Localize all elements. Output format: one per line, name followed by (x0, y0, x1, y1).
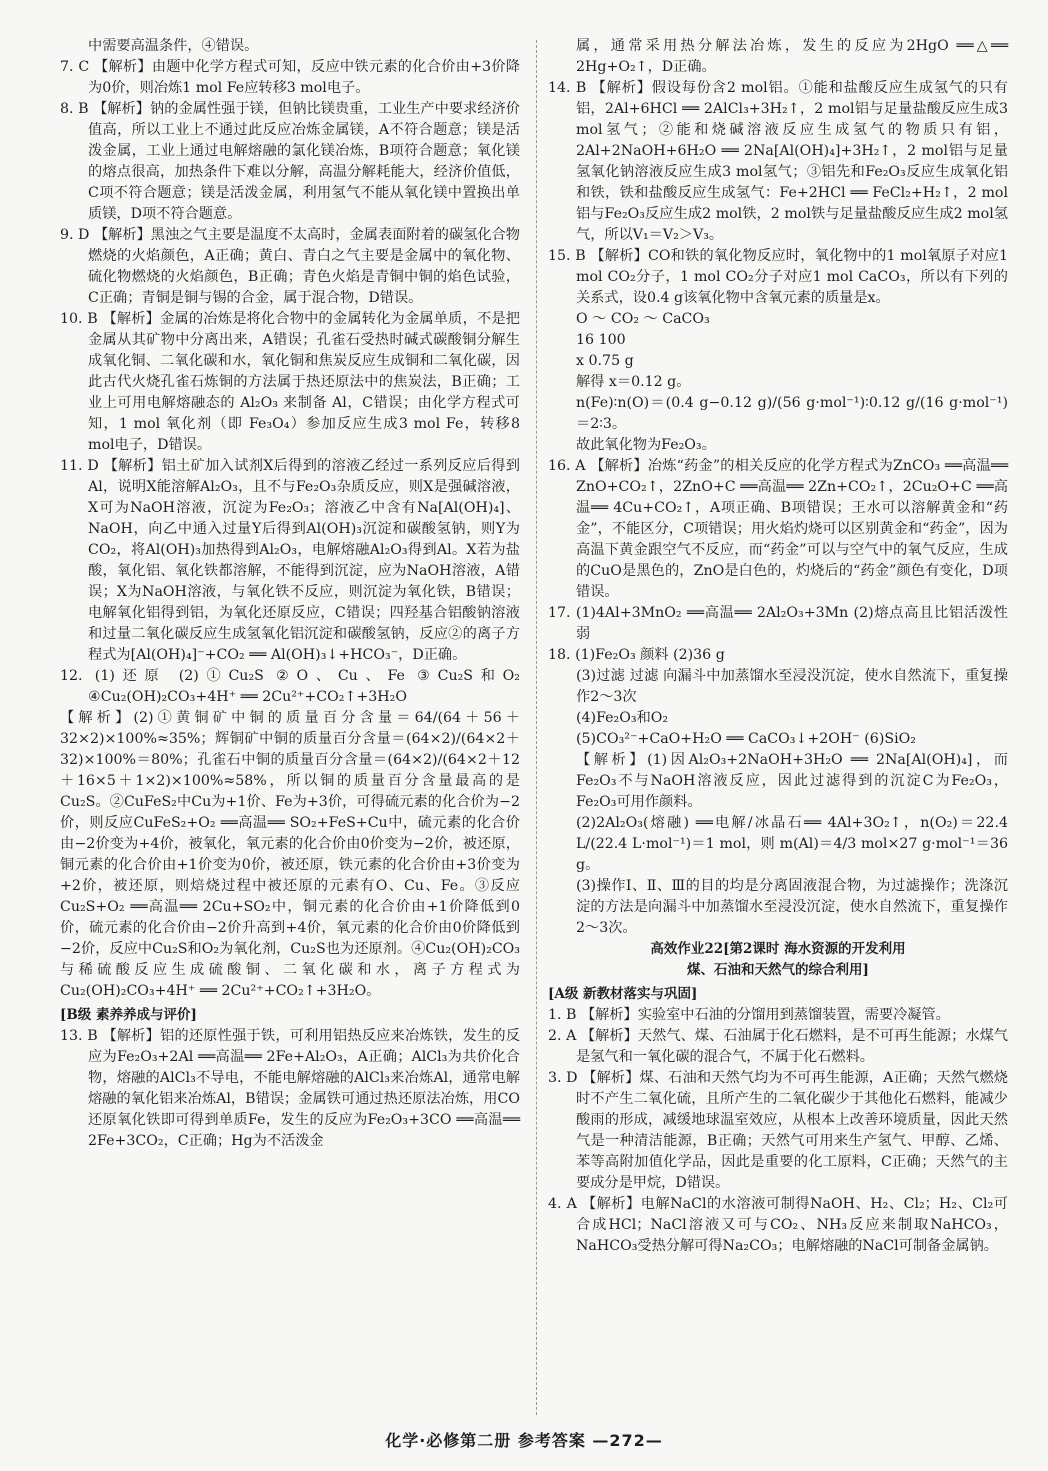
right-paragraph: 煤、石油和天然气的综合利用] (687, 962, 869, 978)
right-paragraph: 【解析】(1)因Al₂O₃+2NaOH+3H₂O ══ 2Na[Al(OH)₄]，而Fe₂O₃不与NaOH溶液反应，因此过滤得到的沉淀C为Fe₂O₃，Fe₂O₃可用作颜料。 (576, 752, 1008, 810)
right-paragraph: 3. D 【解析】煤、石油和天然气均为不可再生能源，A正确；天然气燃烧时不产生二氧化硫，且所产生的二氧化碳少于其他化石燃料，能减少酸雨的形成，减缓地球温室效应，从根本上改善环境质量，因此天然气是一种清洁能源，B正确；天然气可用来生产氢气、甲醇、乙烯、苯等高附加值化学品，因此是重要的化工原料，C正确；天然气的主要成分是甲烷，D错误。 (548, 1070, 1008, 1191)
right-paragraph: 15. B 【解析】CO和铁的氧化物反应时，氧化物中的1 mol氧原子对应1 mol CO₂分子，1 mol CO₂分子对应1 mol CaCO₃，所以有下列的关系式，设0.4 g该氧化物中含氧元素的质量是x。 (548, 248, 1008, 306)
right-paragraph: O ～ CO₂ ～ CaCO₃ (576, 311, 710, 327)
left-paragraph: 8. B 【解析】钠的金属性强于镁，但钠比镁贵重，工业生产中要求经济价值高，所以工业上不通过此反应冶炼金属镁，A不符合题意；镁是活泼金属，工业上通过电解熔融的氯化镁冶炼，B项符合题意；氧化镁的熔点很高，加热条件下难以分解，高温分解耗能大，经济价值低，C项不符合题意；镁是活泼金属，利用氢气不能从氧化镁中置换出单质镁，D项不符合题意。 (60, 101, 520, 222)
right-paragraph: 故此氧化物为Fe₂O₃。 (576, 437, 716, 453)
left-paragraph: 13. B 【解析】铝的还原性强于铁，可利用铝热反应来冶炼铁，发生的反应为Fe₂O₃+2Al ══高温══ 2Fe+Al₂O₃，A正确；AlCl₃为共价化合物，熔融的AlCl₃不导电，不能电解熔融的AlCl₃来冶炼Al，通常电解熔融的氧化铝来冶炼Al，B错误；金属铁可通过热还原法冶炼，用CO还原氧化铁即可得到单质Fe，发生的反应为Fe₂O₃+3CO ══高温══ 2Fe+3CO₂，C正确；Hg为不活泼金 (60, 1028, 520, 1149)
right-paragraph: 高效作业22[第2课时 海水资源的开发利用 (650, 941, 906, 957)
left-paragraph: 9. D 【解析】黑浊之气主要是温度不太高时，金属表面附着的碳氢化合物燃烧的火焰颜色，A正确；黄白、青白之气主要是金属中的氧化物、硫化物燃烧的火焰颜色，B正确；青色火焰是青铜中铜的焰色试验，C正确；青铜是铜与锡的合金，属于混合物，D错误。 (60, 227, 520, 306)
column-divider (536, 40, 537, 1415)
right-paragraph: 16. A 【解析】冶炼“药金”的相关反应的化学方程式为ZnCO₃ ══高温══ ZnO+CO₂↑，2ZnO+C ══高温══ 2Zn+CO₂↑，2Cu₂O+C ══高温══ 4Cu+CO₂↑，A项正确、B项错误；王水可以溶解黄金和“药金”，不能区分，C项错误；用火焰灼烧可以区别黄金和“药金”，因为高温下黄金跟空气不反应，而“药金”可以与空气中的氧气反应，生成的CuO是黑色的，ZnO是白色的，灼烧后的“药金”颜色有变化，D项错误。 (548, 458, 1008, 600)
right-column (548, 36, 1008, 1257)
right-paragraph: 属，通常采用热分解法冶炼，发生的反应为2HgO ══△══ 2Hg+O₂↑，D正确。 (576, 38, 1008, 75)
right-paragraph: (3)过滤 过滤 向漏斗中加蒸馏水至浸没沉淀，使水自然流下，重复操作2～3次 (576, 668, 1008, 705)
right-paragraph: 2. A 【解析】天然气、煤、石油属于化石燃料，是不可再生能源；水煤气是氢气和一氧化碳的混合气，不属于化石燃料。 (548, 1028, 1008, 1065)
left-paragraph: 7. C 【解析】由题中化学方程式可知，反应中铁元素的化合价由+3价降为0价，则冶炼1 mol Fe应转移3 mol电子。 (60, 59, 520, 96)
left-paragraph: 【解析】(2)①黄铜矿中铜的质量百分含量＝64/(64＋56＋32×2)×100%≈35%；辉铜矿中铜的质量百分含量＝(64×2)/(64×2＋32)×100%＝80%；孔雀石中铜的质量百分含量＝(64×2)/(64×2＋12＋16×5＋1×2)×100%≈58%，所以铜的质量百分含量最高的是Cu₂S。②CuFeS₂中Cu为+1价、Fe为+3价，可得硫元素的化合价为−2价，则反应CuFeS₂+O₂ ══高温══ SO₂+FeS+Cu中，硫元素的化合价由−2价变为+4价，被氧化，氧元素的化合价由0价变为−2价，被还原，铜元素的化合价由+1价变为0价，被还原，铁元素的化合价由+3价变为+2价，被还原，则焙烧过程中被还原的元素有O、Cu、Fe。③反应Cu₂S+O₂ ══高温══ 2Cu+SO₂中，铜元素的化合价由+1价降低到0价，硫元素的化合价由−2价升高到+4价，氧元素的化合价由0价降低到−2价，反应中Cu₂S和O₂为氧化剂，Cu₂S也为还原剂。④Cu₂(OH)₂CO₃与稀硫酸反应生成硫酸铜、二氧化碳和水，离子方程式为Cu₂(OH)₂CO₃+4H⁺ ══ 2Cu²⁺+CO₂↑+3H₂O。 (60, 710, 520, 999)
right-paragraph: 1. B 【解析】实验室中石油的分馏用到蒸馏装置，需要冷凝管。 (548, 1007, 950, 1023)
right-paragraph: 解得 x＝0.12 g。 (576, 374, 691, 390)
left-paragraph: 12. (1)还原 (2)①Cu₂S ②O、Cu、Fe ③Cu₂S和O₂ ④Cu₂(OH)₂CO₃+4H⁺ ══ 2Cu²⁺+CO₂↑+3H₂O (60, 668, 520, 705)
right-paragraph: x 0.75 g (576, 353, 634, 369)
right-paragraph: 17. (1)4Al+3MnO₂ ══高温══ 2Al₂O₃+3Mn (2)熔点高且比铝活泼性弱 (548, 605, 1008, 642)
left-paragraph: 11. D 【解析】铝土矿加入试剂X后得到的溶液乙经过一系列反应后得到Al，说明X能溶解Al₂O₃，且不与Fe₂O₃杂质反应，则X是强碱溶液，X可为NaOH溶液，沉淀为Fe₂O₃；溶液乙中含有Na[Al(OH)₄]、NaOH，向乙中通入过量Y后得到Al(OH)₃沉淀和碳酸氢钠，则Y为CO₂，将Al(OH)₃加热得到Al₂O₃，电解熔融Al₂O₃得到Al。X若为盐酸，氧化铝、氧化铁都溶解，不能得到沉淀，应为NaOH溶液，A错误；X为NaOH溶液，与氧化铁不反应，则沉淀为氧化铁，B错误；电解氧化铝得到铝，为氧化还原反应，C错误；四羟基合铝酸钠溶液和过量二氧化碳反应生成氢氧化铝沉淀和碳酸氢钠，反应②的离子方程式为[Al(OH)₄]⁻+CO₂ ══ Al(OH)₃↓+HCO₃⁻，D正确。 (60, 458, 520, 663)
right-paragraph: (4)Fe₂O₃和O₂ (576, 710, 669, 726)
right-paragraph: [A级 新教材落实与巩固] (548, 986, 698, 1002)
right-paragraph: (5)CO₃²⁻+CaO+H₂O ══ CaCO₃↓+2OH⁻ (6)SiO₂ (576, 731, 916, 747)
left-paragraph: 中需要高温条件，④错误。 (88, 38, 259, 54)
right-paragraph: 14. B 【解析】假设每份含2 mol铝。①能和盐酸反应生成氢气的只有铝，2Al+6HCl ══ 2AlCl₃+3H₂↑，2 mol铝与足量盐酸反应生成3 mol氢气；②能和烧碱溶液反应生成氢气的物质只有铝，2Al+2NaOH+6H₂O ══ 2Na[Al(OH)₄]+3H₂↑，2 mol铝与足量氢氧化钠溶液反应生成3 mol氢气；③铝先和Fe₂O₃反应生成氧化铝和铁，铁和盐酸反应生成氢气：Fe+2HCl ══ FeCl₂+H₂↑，2 mol铝与Fe₂O₃反应生成2 mol铁，2 mol铁与足量盐酸反应生成2 mol氢气，所以V₁＝V₂＞V₃。 (548, 80, 1008, 243)
left-column (60, 36, 520, 1152)
right-paragraph: n(Fe)∶n(O)＝(0.4 g−0.12 g)/(56 g·mol⁻¹)∶0.12 g/(16 g·mol⁻¹)＝2∶3。 (576, 395, 1008, 432)
right-paragraph: (2)2Al₂O₃(熔融) ══电解/冰晶石══ 4Al+3O₂↑，n(O₂)＝22.4 L/(22.4 L·mol⁻¹)＝1 mol，则 m(Al)＝4/3 mol×27 g·mol⁻¹＝36 g。 (576, 815, 1008, 873)
right-paragraph: 18. (1)Fe₂O₃ 颜料 (2)36 g (548, 647, 725, 663)
page-footer: 化学·必修第二册 参考答案 —272— (385, 1431, 663, 1450)
left-paragraph: 10. B 【解析】金属的冶炼是将化合物中的金属转化为金属单质，不是把金属从其矿物中分离出来，A错误；孔雀石受热时碱式碳酸铜分解生成氧化铜、二氧化碳和水，氧化铜和焦炭反应生成铜和二氧化碳，因此古代火烧孔雀石炼铜的方法属于热还原法中的焦炭法，B正确；工业上可用电解熔融态的 Al₂O₃ 来制备 Al，C错误；由化学方程式可知，1 mol 氧化剂（即 Fe₃O₄）参加反应生成3 mol Fe，转移8 mol电子，D错误。 (60, 311, 520, 453)
right-paragraph: 4. A 【解析】电解NaCl的水溶液可制得NaOH、H₂、Cl₂；H₂、Cl₂可合成HCl；NaCl溶液又可与CO₂、NH₃反应来制取NaHCO₃，NaHCO₃受热分解可得Na₂CO₃；电解熔融的NaCl可制备金属钠。 (548, 1196, 1008, 1254)
right-paragraph: 16 100 (576, 332, 626, 348)
left-paragraph: [B级 素养养成与评价] (60, 1007, 197, 1023)
right-paragraph: (3)操作Ⅰ、Ⅱ、Ⅲ的目的均是分离固液混合物，为过滤操作；洗涤沉淀的方法是向漏斗中加蒸馏水至浸没沉淀，使水自然流下，重复操作2～3次。 (576, 878, 1008, 936)
